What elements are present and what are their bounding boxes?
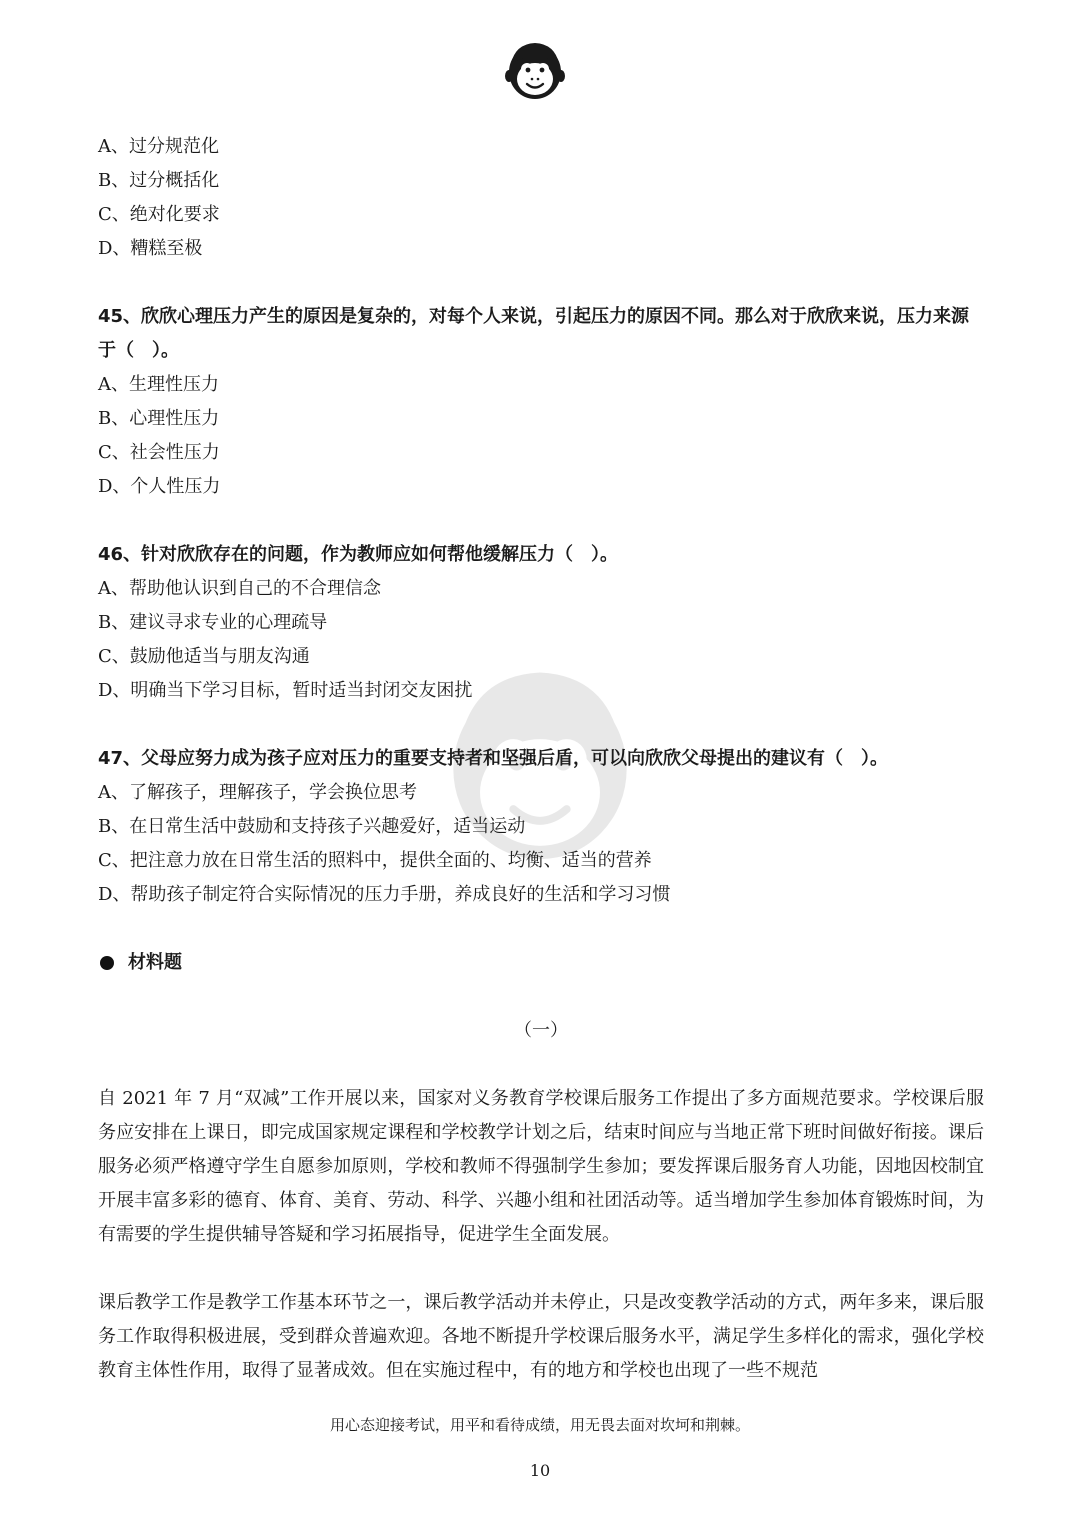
bullet-dot-icon: [100, 956, 114, 970]
q44-option-a: A、过分规范化: [98, 136, 219, 157]
page-number: 10: [529, 1461, 551, 1480]
q47-option-c: C、把注意力放在日常生活的照料中，提供全面的、均衡、适当的营养: [98, 850, 652, 871]
material-subheading: （一）: [514, 1020, 568, 1041]
q47-options: [98, 776, 984, 912]
q45-option-d: D、个人性压力: [98, 476, 221, 497]
section-title: 材料题: [128, 952, 182, 973]
q46-options: [98, 572, 984, 708]
q45-option-a: A、生理性压力: [98, 374, 219, 395]
section-heading: [98, 946, 984, 980]
q46-stem: 46、针对欣欣存在的问题，作为教师应如何帮他缓解压力（ ）。: [98, 544, 619, 565]
material-paragraph-1: 自 2021 年 7 月“双减”工作开展以来，国家对义务教育学校课后服务工作提出了多方面规范要求。学校课后服务应安排在上课日，即完成国家规定课程和学校教学计划之后，结束时间应与当地正常下班时间做好衔接。课后服务必须严格遵守学生自愿参加原则，学校和教师不得强制学生参加；要发挥课后服务育人功能，因地因校制宜开展丰富多彩的德育、体育、美育、劳动、科学、兴趣小组和社团活动等。适当增加学生参加体育锻炼时间，为有需要的学生提供辅导答疑和学习拓展指导，促进学生全面发展。: [98, 1088, 984, 1245]
material-paragraph-2: 课后教学工作是教学工作基本环节之一，课后教学活动并未停止，只是改变教学活动的方式，两年多来，课后服务工作取得积极进展，受到群众普遍欢迎。各地不断提升学校课后服务水平，满足学生多样化的需求，强化学校教育主体性作用，取得了显著成效。但在实施过程中，有的地方和学校也出现了一些不规范: [98, 1292, 984, 1381]
monkey-mascot-icon: [505, 38, 565, 102]
q46-option-c: C、鼓励他适当与朋友沟通: [98, 646, 310, 667]
q45-options: [98, 368, 984, 504]
q44-options: [98, 130, 984, 266]
q45-stem: 45、欣欣心理压力产生的原因是复杂的，对每个人来说，引起压力的原因不同。那么对于欣欣来说，压力来源于（ ）。: [98, 306, 970, 361]
q47-option-b: B、在日常生活中鼓励和支持孩子兴趣爱好，适当运动: [98, 816, 526, 837]
footer-motto: 用心态迎接考试，用平和看待成绩，用无畏去面对坎坷和荆棘。: [329, 1416, 750, 1434]
q47-option-d: D、帮助孩子制定符合实际情况的压力手册，养成良好的生活和学习习惯: [98, 884, 671, 905]
q44-option-c: C、绝对化要求: [98, 204, 220, 225]
q46-option-b: B、建议寻求专业的心理疏导: [98, 612, 328, 633]
q45-option-c: C、社会性压力: [98, 442, 220, 463]
document-body: [98, 130, 984, 1388]
q46-option-d: D、明确当下学习目标，暂时适当封闭交友困扰: [98, 680, 473, 701]
q45-option-b: B、心理性压力: [98, 408, 220, 429]
q47-stem: 47、父母应努力成为孩子应对压力的重要支持者和坚强后盾，可以向欣欣父母提出的建议有（ ）。: [98, 748, 889, 769]
q46-option-a: A、帮助他认识到自己的不合理信念: [98, 578, 381, 599]
q44-option-b: B、过分概括化: [98, 170, 220, 191]
q44-option-d: D、糟糕至极: [98, 238, 203, 259]
q47-option-a: A、了解孩子，理解孩子，学会换位思考: [98, 782, 417, 803]
